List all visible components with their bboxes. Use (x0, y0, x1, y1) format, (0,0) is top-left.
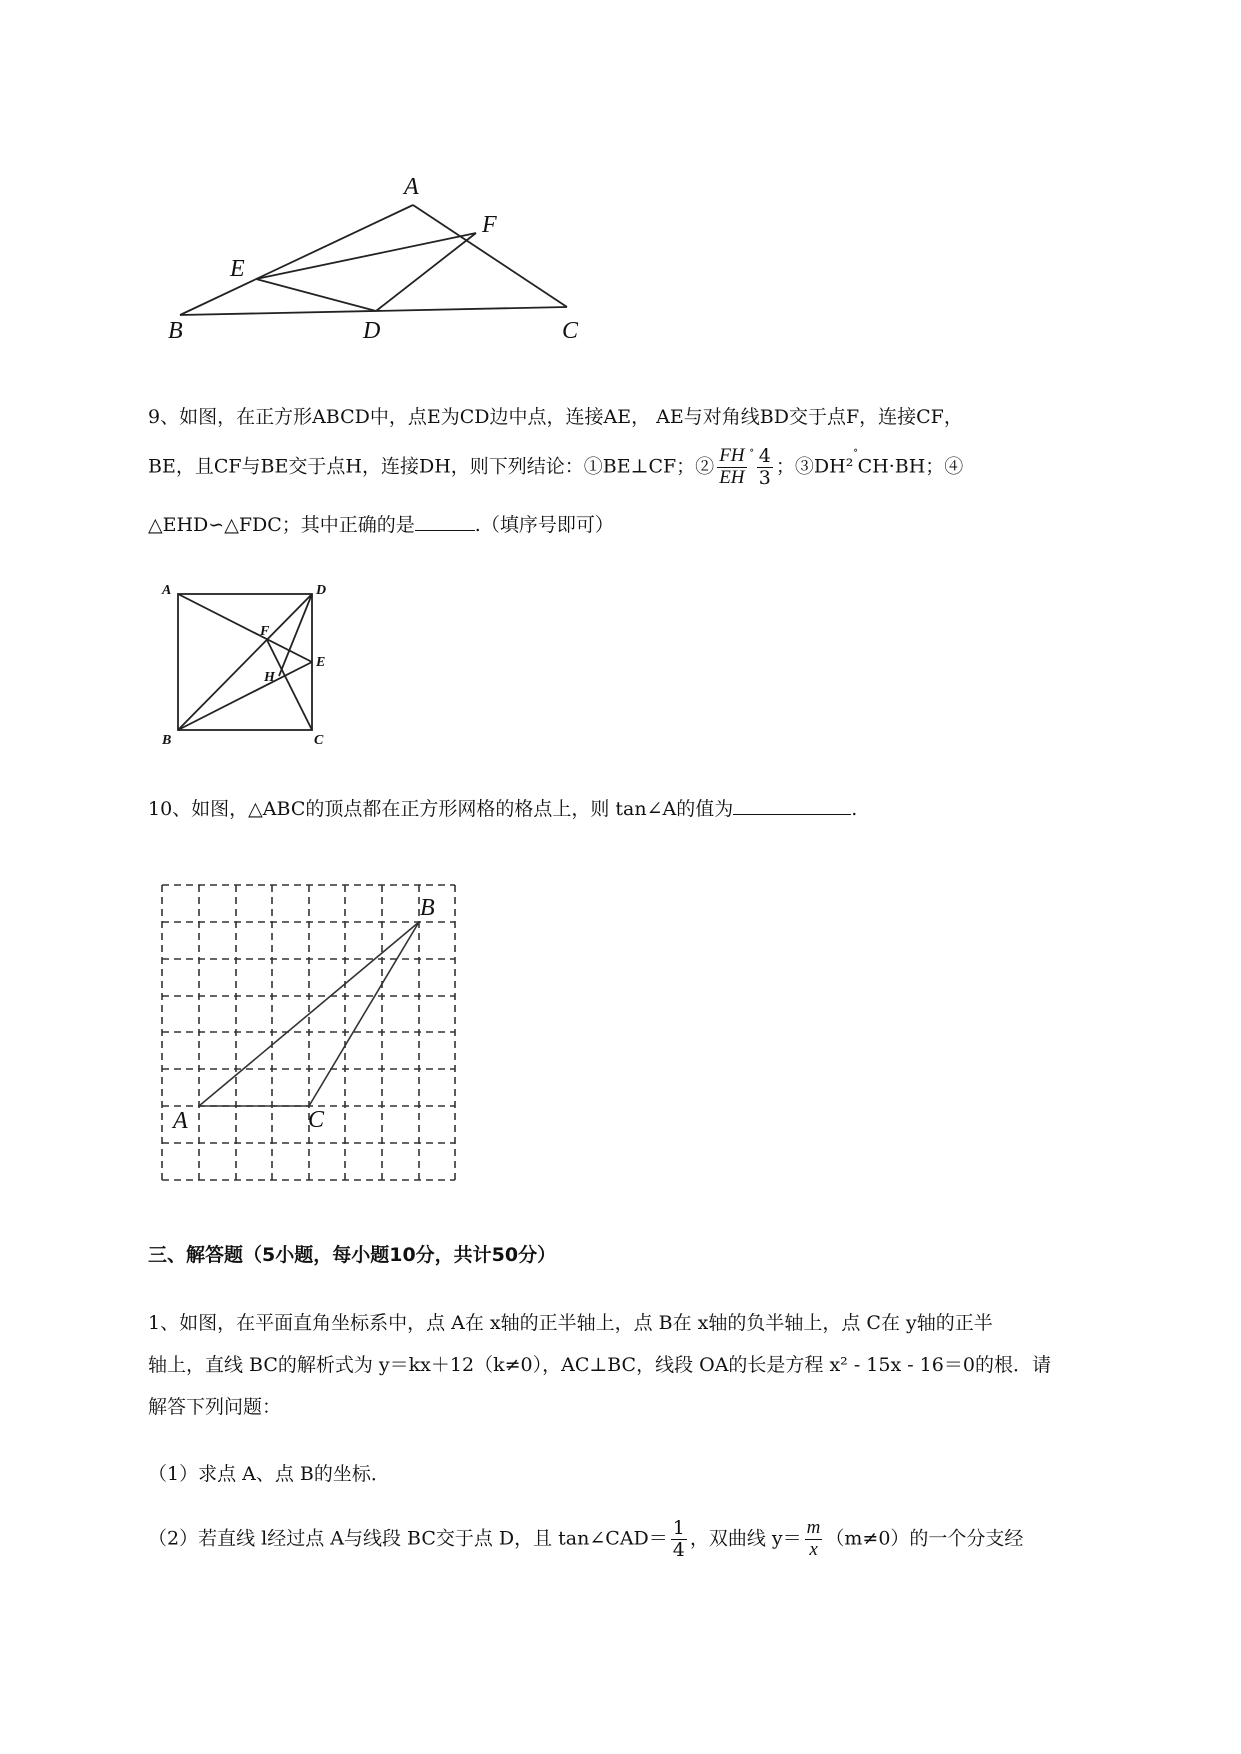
p1-line3: 解答下列问题： (148, 1396, 282, 1418)
label-B: B (420, 895, 435, 921)
p1-sub2-c: （m≠0）的一个分支经 (825, 1527, 1024, 1550)
fraction-numerator: 4 (758, 445, 771, 467)
label-E: E (316, 655, 326, 670)
fraction-fh-eh (717, 446, 746, 489)
label-H: H (264, 670, 275, 685)
fraction-1-4 (671, 1518, 687, 1561)
label-A: A (173, 1108, 188, 1134)
label-F: F (482, 212, 497, 238)
grid-figure (155, 875, 470, 1190)
fraction-numerator: FH (719, 445, 745, 466)
q10-text (148, 796, 1148, 822)
label-B: B (162, 733, 172, 748)
p1-sub2-b: ，双曲线 y＝ (689, 1527, 802, 1550)
label-C: C (314, 733, 324, 748)
p1-line1: 1、如图，在平面直角坐标系中，点 A在 x轴的正半轴上，点 B在 x轴的负半轴上，点 C在 y轴的正半 (148, 1312, 993, 1334)
q9-line3 (148, 512, 1148, 538)
p1-sub2 (148, 1518, 1148, 1561)
label-C: C (562, 318, 579, 340)
fraction-denominator: EH (719, 466, 745, 488)
q9-line3-b: .（填序号即可） (474, 514, 614, 536)
answer-blank[interactable] (415, 512, 475, 531)
q9-line2 (148, 446, 1148, 489)
q10-text-a: 10、如图，△ABC的顶点都在正方形网格的格点上，则 tan∠A的值为 (148, 798, 734, 820)
garbled-symbol: ᐤ (749, 446, 754, 459)
p1-sub1: （1）求点 A、点 B的坐标． (148, 1463, 390, 1485)
q10-text-b: . (851, 798, 858, 820)
label-D: D (316, 583, 327, 598)
q9-line1: 9、如图，在正方形ABCD中，点E为CD边中点，连接AE， AE与对角线BD交于点F，连接CF， (148, 406, 963, 428)
label-A: A (162, 583, 172, 598)
answer-blank[interactable] (733, 796, 851, 815)
label-E: E (230, 256, 245, 282)
label-F: F (260, 624, 270, 639)
label-A: A (404, 174, 419, 200)
fraction-numerator: m (806, 1517, 821, 1538)
fraction-m-x (805, 1518, 823, 1561)
fraction-denominator: 4 (672, 1538, 685, 1561)
fraction-numerator: 1 (672, 1517, 685, 1539)
label-B: B (168, 318, 183, 340)
q9-line3-a: △EHD∽△FDC；其中正确的是 (148, 514, 415, 536)
section-heading: 三、解答题（5小题，每小题10分，共计50分） (148, 1244, 557, 1266)
q9-line2-a: BE，且CF与BE交于点H，连接DH，则下列结论：①BE⊥CF；② (148, 455, 715, 478)
q9-line2-b: ；③DH² (775, 455, 854, 478)
q9-line2-c: CH·BH；④ (857, 455, 964, 478)
label-D: D (363, 318, 381, 340)
garbled-symbol: ᐤ (853, 446, 858, 459)
fraction-4-3 (757, 446, 773, 489)
p1-line2: 轴上，直线 BC的解析式为 y＝kx＋12（k≠0），AC⊥BC，线段 OA的长是方程 x² - 15x - 16＝0的根．请 (148, 1354, 1051, 1376)
square-figure (160, 578, 340, 748)
fraction-denominator: 3 (758, 466, 771, 489)
p1-sub2-a: （2）若直线 l经过点 A与线段 BC交于点 D，且 tan∠CAD＝ (148, 1527, 668, 1550)
triangle-figure (160, 160, 580, 340)
fraction-denominator: x (809, 1538, 818, 1560)
label-C: C (308, 1107, 325, 1133)
